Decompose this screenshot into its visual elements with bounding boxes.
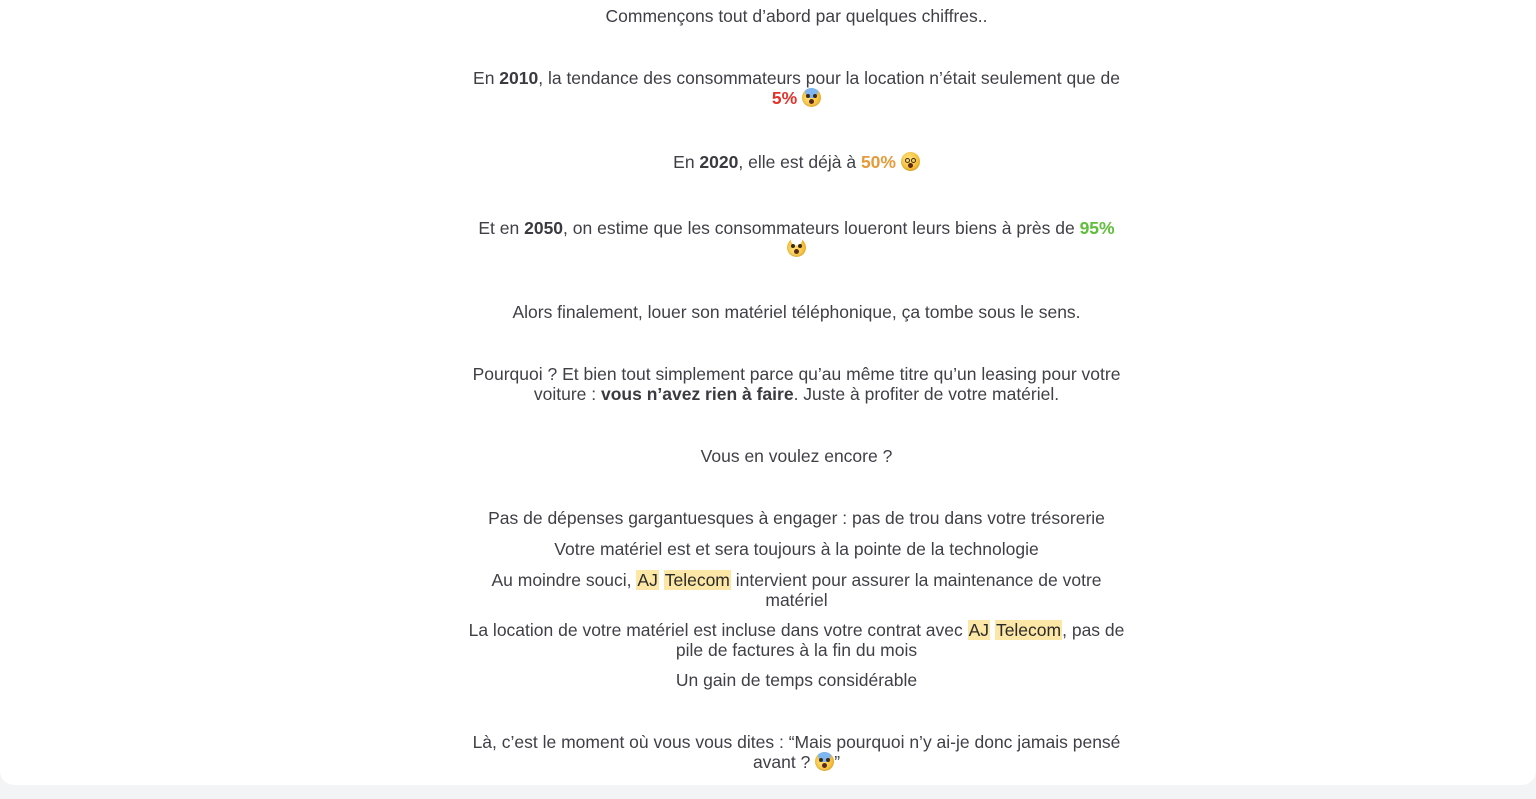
stat-2050-year: 2050 xyxy=(524,218,564,238)
stat-2050-paragraph xyxy=(468,218,1125,258)
why-paragraph xyxy=(468,364,1125,404)
why-bold-text: vous n’avez rien à faire xyxy=(600,384,794,404)
face-screaming-in-fear-icon xyxy=(815,752,834,771)
benefit-maintenance-before: Au moindre souci, xyxy=(491,570,637,590)
conclusion-paragraph: Alors finalement, louer son matériel téléphonique, ça tombe sous le sens. xyxy=(512,302,1081,322)
face-screaming-in-fear-icon xyxy=(802,88,821,107)
benefit-treasury: Pas de dépenses gargantuesques à engager : pas de trou dans votre trésorerie xyxy=(488,508,1105,528)
stat-2010-value: 5% xyxy=(771,88,798,108)
exploding-head-icon xyxy=(787,238,806,257)
why-text-before: Pourquoi ? Et bien tout simplement parce qu’au même titre qu’un leasing pour votre voiture : xyxy=(472,364,1121,404)
brand-highlight-aj: AJ xyxy=(637,570,658,590)
benefit-time: Un gain de temps considérable xyxy=(675,670,918,690)
benefit-technology: Votre matériel est et sera toujours à la pointe de la technologie xyxy=(554,539,1039,559)
closing-paragraph xyxy=(468,732,1125,772)
brand-highlight-telecom: Telecom xyxy=(995,620,1062,640)
stat-2050-prefix: Et en xyxy=(478,218,525,238)
stat-2050-value: 95% xyxy=(1079,218,1115,238)
stat-2020-value: 50% xyxy=(860,152,896,172)
stat-2010-text: , la tendance des consommateurs pour la location n’était seulement que de xyxy=(538,68,1120,88)
benefit-contract xyxy=(468,620,1125,660)
benefit-contract-after: , pas de pile de factures à la fin du mois xyxy=(675,620,1125,660)
stat-2010-year: 2010 xyxy=(499,68,539,88)
brand-highlight-aj: AJ xyxy=(968,620,990,640)
stat-2020-year: 2020 xyxy=(699,152,739,172)
stat-2010-prefix: En xyxy=(473,68,500,88)
stat-2020-paragraph xyxy=(468,152,1125,172)
dizzy-face-icon xyxy=(901,152,920,171)
more-paragraph: Vous en voulez encore ? xyxy=(700,446,893,466)
brand-highlight-telecom: Telecom xyxy=(664,570,730,590)
benefit-maintenance xyxy=(468,570,1125,610)
stat-2010-paragraph xyxy=(468,68,1125,108)
stat-2020-prefix: En xyxy=(673,152,700,172)
stat-2050-text: , on estime que les consommateurs loueront leurs biens à près de xyxy=(563,218,1080,238)
intro-paragraph: Commençons tout d’abord par quelques chiffres.. xyxy=(605,6,988,26)
benefit-maintenance-after: intervient pour assurer la maintenance de votre matériel xyxy=(730,570,1102,610)
closing-quote: ” xyxy=(834,752,841,772)
benefit-contract-before: La location de votre matériel est incluse dans votre contrat avec xyxy=(468,620,968,640)
closing-text-before: Là, c’est le moment où vous vous dites : “Mais pourquoi n’y ai-je donc jamais pensé avant ? xyxy=(472,732,1121,772)
why-text-after: . Juste à profiter de votre matériel. xyxy=(793,384,1060,404)
stat-2020-text: , elle est déjà à xyxy=(738,152,861,172)
